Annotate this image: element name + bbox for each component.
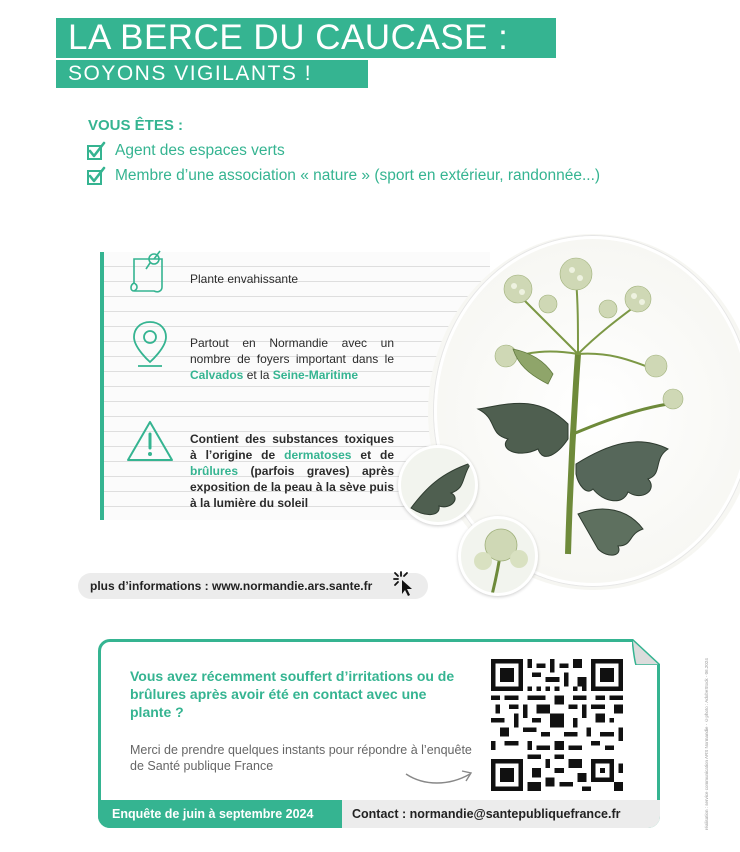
survey-question: Vous avez récemment souffert d’irritations ou de brûlures après avoir été en contact avec une plante ? <box>130 668 455 720</box>
flower-detail-circle <box>458 516 538 596</box>
fact-location <box>190 335 394 383</box>
click-cursor-icon <box>392 570 418 598</box>
page-subtitle: SOYONS VIGILANTS ! <box>68 62 313 85</box>
qr-code[interactable] <box>488 659 626 791</box>
fact-toxic-text: Contient des substances toxiques à l’origine de <box>190 432 394 462</box>
fact-toxic <box>190 431 394 511</box>
audience-item <box>86 166 600 186</box>
fact-toxic-and: et de <box>351 448 394 462</box>
audience-title: VOUS ÊTES : <box>88 117 184 134</box>
fact-location-seine: Seine-Maritime <box>272 368 359 382</box>
credits: réalisation : service communication ARS Normandie - ©photo : AdobeStock - 06.2024 <box>704 658 709 830</box>
warning-icon <box>124 418 176 464</box>
survey-dates: Enquête de juin à septembre 2024 <box>112 807 314 821</box>
leaf-detail-circle <box>398 445 478 525</box>
arrow-icon <box>404 766 476 788</box>
fact-toxic-brulures: brûlures <box>190 464 239 478</box>
audience-item-label: Agent des espaces verts <box>115 142 285 159</box>
location-pin-icon <box>130 318 170 370</box>
audience-item-label: Membre d’une association « nature » (sport en extérieur, randonnée...) <box>115 167 601 184</box>
fact-toxic-post: (parfois graves) après exposition de la peau à la sève puis à la lumière du soleil <box>190 464 394 510</box>
checkbox-checked-icon <box>86 166 106 186</box>
fact-location-text: Partout en Normandie avec un nombre de foyers important dans le <box>190 336 394 366</box>
audience-item <box>86 141 285 161</box>
page-title: LA BERCE DU CAUCASE : <box>68 18 509 57</box>
survey-contact[interactable]: Contact : normandie@santepubliquefrance.fr <box>352 807 621 821</box>
flower-detail-drawing <box>461 519 538 596</box>
note-pin-icon <box>128 249 172 297</box>
fact-location-and: et la <box>243 368 273 382</box>
checkbox-checked-icon <box>86 141 106 161</box>
more-info-link[interactable]: plus d’informations : www.normandie.ars.sante.fr <box>78 573 428 599</box>
fact-invasive: Plante envahissante <box>190 272 299 286</box>
fact-toxic-dermatoses: dermatoses <box>284 448 352 462</box>
survey-text: Merci de prendre quelques instants pour répondre à l’enquête de Santé publique France <box>130 743 472 773</box>
fact-location-calvados: Calvados <box>190 368 244 382</box>
page-fold-corner <box>632 639 660 665</box>
